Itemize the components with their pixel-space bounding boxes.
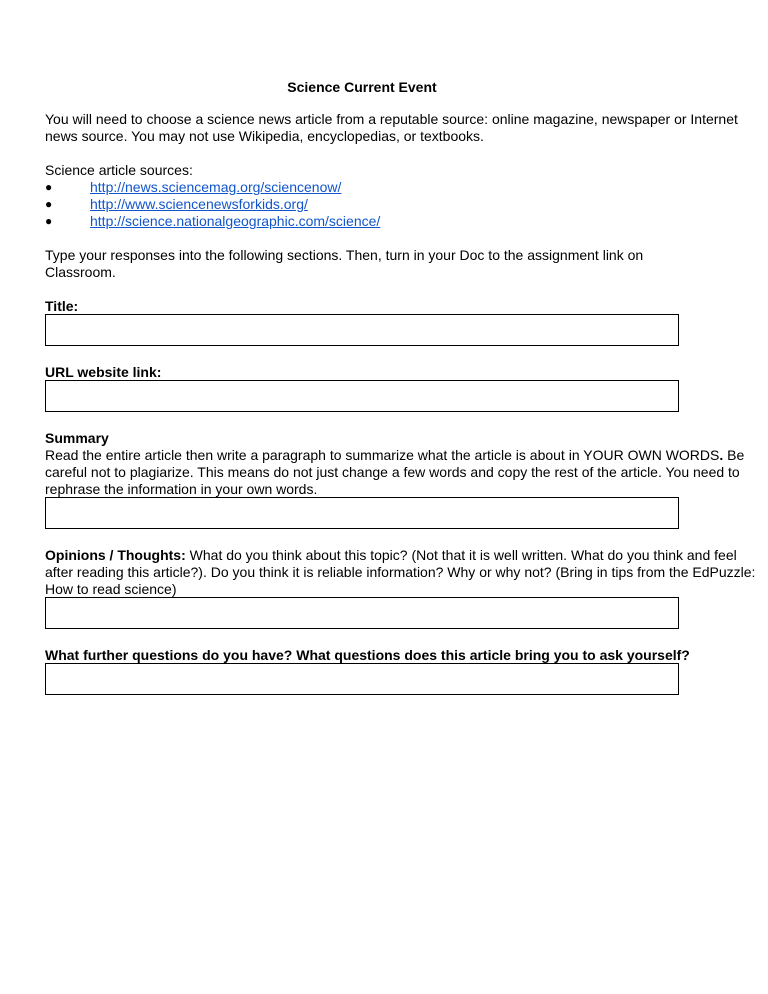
questions-label: What further questions do you have? What questions does this article bring you to ask yourself? — [45, 647, 690, 663]
list-item — [45, 213, 380, 230]
title-response-box[interactable] — [45, 314, 679, 346]
list-item — [45, 196, 380, 213]
summary-label: Summary — [45, 430, 109, 446]
questions-response-box[interactable] — [45, 663, 679, 695]
instructions-paragraph: Type your responses into the following sections. Then, turn in your Doc to the assignment link on Classroom. — [45, 247, 644, 280]
summary-text-part-2: Be careful not to plagiarize. This means do not just change a few words and copy the rest of the article. You need to rephrase the information in your own words. — [45, 447, 745, 497]
summary-text-part-1: Read the entire article then write a paragraph to summarize what the article is about in YOUR OWN WORDS — [45, 447, 720, 463]
url-response-box[interactable] — [45, 380, 679, 412]
title-label: Title: — [45, 298, 79, 314]
opinions-prompt — [45, 547, 765, 598]
opinions-label: Opinions / Thoughts: — [45, 547, 186, 563]
source-link-sciencenewsforkids[interactable]: http://www.sciencenewsforkids.org/ — [90, 196, 308, 212]
bullet-icon: ● — [45, 214, 53, 228]
opinions-response-box[interactable] — [45, 597, 679, 629]
bullet-icon: ● — [45, 197, 53, 211]
page-title: Science Current Event — [287, 79, 437, 95]
sources-label: Science article sources: — [45, 162, 193, 178]
source-link-sciencemag[interactable]: http://news.sciencemag.org/sciencenow/ — [90, 179, 342, 195]
summary-response-box[interactable] — [45, 497, 679, 529]
summary-instructions — [45, 447, 765, 498]
source-link-natgeo[interactable]: http://science.nationalgeographic.com/science/ — [90, 213, 381, 229]
bullet-icon: ● — [45, 180, 53, 194]
list-item — [45, 179, 380, 196]
summary-period: . — [719, 447, 724, 463]
intro-paragraph: You will need to choose a science news article from a reputable source: online magazine, newspaper or Internet news source. You may not use Wikipedia, encyclopedias, or textbooks. — [45, 111, 738, 144]
source-links-list — [45, 179, 380, 230]
opinions-text: What do you think about this topic? (Not that it is well written. What do you think and feel after reading this article?). Do you think it is reliable information? Why or why not? (Bring in tips from the EdPuzzle: How to read science) — [45, 547, 756, 597]
url-label: URL website link: — [45, 364, 162, 380]
